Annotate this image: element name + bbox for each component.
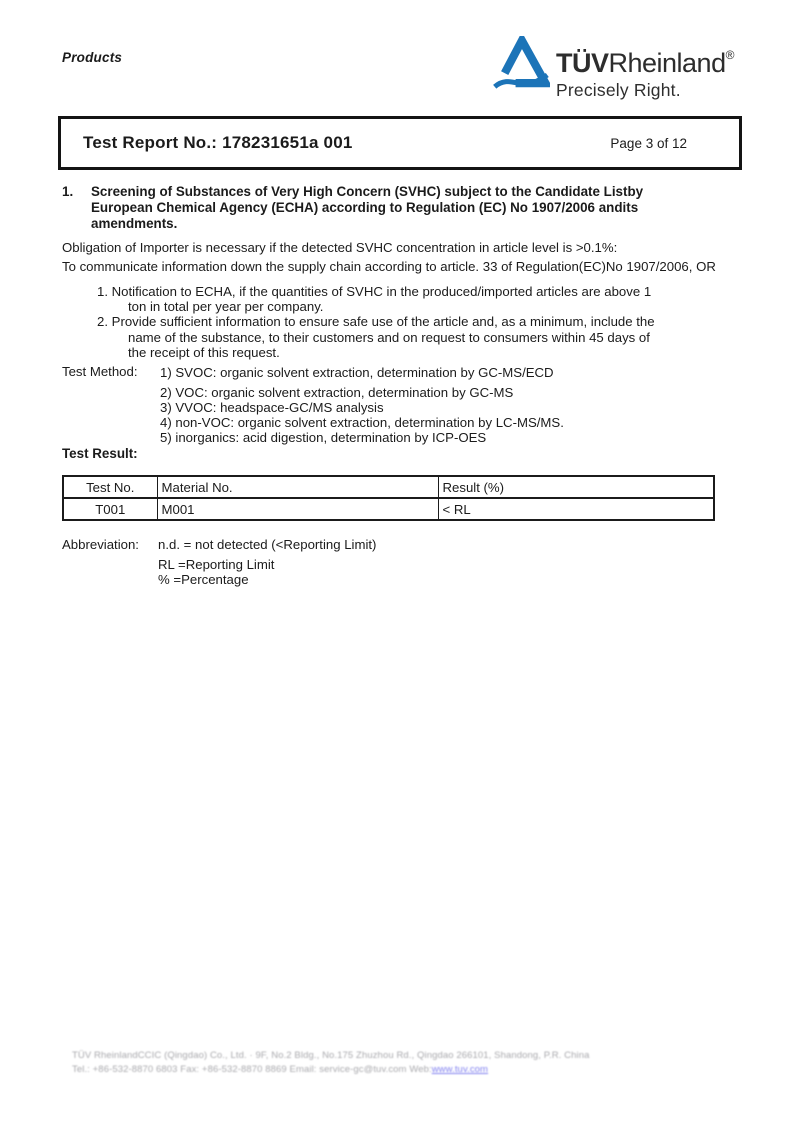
test-result-label: Test Result: — [62, 446, 138, 461]
section-number: 1. — [62, 184, 74, 199]
footer-contact-text: Tel.: +86-532-8870 6803 Fax: +86-532-8870 8869 Email: service-gc@tuv.com Web: — [72, 1064, 432, 1075]
page-indicator: Page 3 of 12 — [610, 135, 687, 151]
test-method-item: 4) non-VOC: organic solvent extraction, determination by LC-MS/MS. — [160, 414, 564, 430]
footer-address-line: TÜV RheinlandCCIC (Qingdao) Co., Ltd. · 9F, No.2 Bldg., No.175 Zhuzhou Rd., Qingdao 266101, Shandong, P.R. China — [72, 1050, 590, 1061]
abbreviation-list — [158, 537, 578, 587]
abbreviation-item: n.d. = not detected (<Reporting Limit) — [158, 537, 377, 552]
test-method-item: 2) VOC: organic solvent extraction, determination by GC-MS — [160, 384, 514, 400]
column-header-test-no: Test No. — [63, 476, 157, 498]
logo-tagline: Precisely Right. — [556, 80, 681, 100]
test-result-table — [62, 475, 715, 521]
footer-website-link[interactable]: www.tuv.com — [431, 1064, 489, 1075]
column-header-material-no: Material No. — [157, 476, 438, 498]
cell-test-no: T001 — [63, 498, 157, 520]
report-title: Test Report No.: 178231651a 001 — [83, 133, 353, 152]
communicate-paragraph: To communicate information down the supply chain according to article. 33 of Regulation(EC)No 1907/2006, OR — [62, 259, 716, 274]
tuv-rheinland-wordmark: TÜVRheinland® — [556, 48, 734, 78]
abbreviation-label: Abbreviation: — [62, 537, 139, 552]
list-item: 2. Provide sufficient information to ensure safe use of the article and, as a minimum, include the name of the substance, to their customers and on request to consumers within 45 days of the receipt of this request. — [97, 314, 655, 360]
abbreviation-item: RL =Reporting Limit — [158, 557, 275, 572]
registered-mark: ® — [725, 48, 734, 62]
column-header-result: Result (%) — [438, 476, 714, 498]
test-method-item: 1) SVOC: organic solvent extraction, determination by GC-MS/ECD — [160, 365, 554, 380]
obligation-list — [97, 284, 659, 360]
page-footer — [72, 1049, 732, 1077]
footer-contact-line — [72, 1063, 732, 1077]
abbreviation-item: % =Percentage — [158, 572, 249, 587]
tuv-rheinland-logo — [492, 36, 742, 101]
test-method-item: 5) inorganics: acid digestion, determination by ICP-OES — [160, 429, 487, 445]
section-heading-text: Screening of Substances of Very High Concern (SVHC) subject to the Candidate Listby European Chemical Agency (ECHA) according to Regulation (EC) No 1907/2006 andits amendments. — [91, 184, 644, 231]
test-method-item: 3) VVOC: headspace-GC/MS analysis — [160, 399, 384, 415]
table-header-row — [63, 476, 714, 498]
obligation-paragraph: Obligation of Importer is necessary if the detected SVHC concentration in article level is >0.1%: — [62, 240, 618, 255]
section-1-heading — [62, 184, 717, 232]
test-method-label: Test Method: — [62, 364, 138, 379]
report-header-box — [58, 116, 742, 170]
cell-result: < RL — [438, 498, 714, 520]
test-method-list — [160, 365, 720, 445]
products-label: Products — [62, 50, 123, 65]
cell-material-no: M001 — [157, 498, 438, 520]
list-item: 1. Notification to ECHA, if the quantities of SVHC in the produced/imported articles are above 1 ton in total per year per company. — [97, 284, 652, 315]
tuv-triangle-icon — [492, 36, 550, 94]
table-row — [63, 498, 714, 520]
